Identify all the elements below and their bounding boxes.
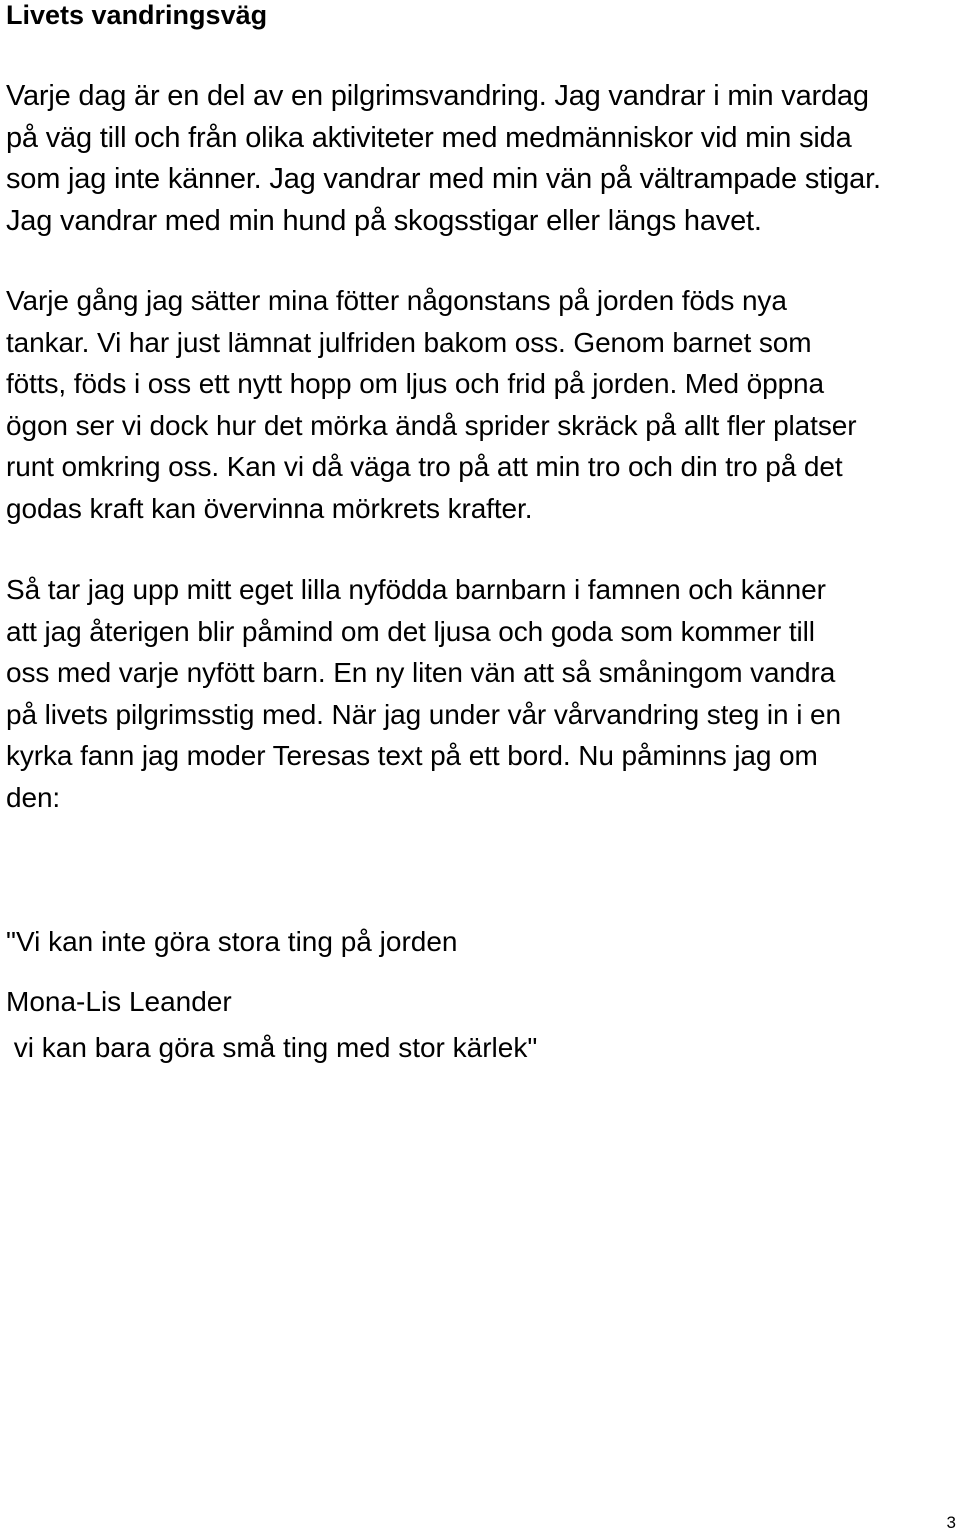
- paragraph-line: tankar. Vi har just lämnat julfriden bakom oss. Genom barnet som: [6, 326, 812, 358]
- paragraph-line: kyrka fann jag moder Teresas text på ett bord. Nu påminns jag om: [6, 740, 818, 771]
- paragraph-pilgrimage: [6, 76, 881, 242]
- quote-line: vi kan bara göra små ting med stor kärlek": [6, 1031, 538, 1063]
- paragraph-line: runt omkring oss. Kan vi då väga tro på att min tro och din tro på det: [6, 451, 843, 482]
- paragraph-thoughts: [6, 280, 856, 529]
- paragraph-line: att jag återigen blir påmind om det ljusa och goda som kommer till: [6, 615, 815, 647]
- paragraph-line: som jag inte känner. Jag vandrar med min vän på vältrampade stigar.: [6, 163, 881, 195]
- author-signature: Mona-Lis Leander: [6, 986, 232, 1017]
- paragraph-line: godas kraft kan övervinna mörkrets krafter.: [6, 492, 533, 524]
- paragraph-line: ögon ser vi dock hur det mörka ändå sprider skräck på allt fler platser: [6, 409, 857, 441]
- paragraph-grandchild: [6, 569, 841, 818]
- paragraph-line: Varje dag är en del av en pilgrimsvandring. Jag vandrar i min vardag: [6, 80, 869, 112]
- paragraph-line: fötts, föds i oss ett nytt hopp om ljus och frid på jorden. Med öppna: [6, 368, 825, 399]
- paragraph-line: Så tar jag upp mitt eget lilla nyfödda barnbarn i famnen och känner: [6, 574, 826, 605]
- paragraph-line: på livets pilgrimsstig med. När jag under vår vårvandring steg in i en: [6, 698, 841, 730]
- document-title: Livets vandringsväg: [6, 0, 268, 30]
- paragraph-line: den:: [6, 781, 61, 813]
- paragraph-line: på väg till och från olika aktiviteter med medmänniskor vid min sida: [6, 121, 852, 154]
- paragraph-line: oss med varje nyfött barn. En ny liten vän att så småningom vandra: [6, 657, 836, 688]
- paragraph-line: Varje gång jag sätter mina fötter någonstans på jorden föds nya: [6, 285, 787, 316]
- page-number: 3: [946, 1513, 956, 1532]
- paragraph-line: Jag vandrar med min hund på skogsstigar eller längs havet.: [6, 204, 762, 237]
- quote-line: "Vi kan inte göra stora ting på jorden: [6, 926, 458, 957]
